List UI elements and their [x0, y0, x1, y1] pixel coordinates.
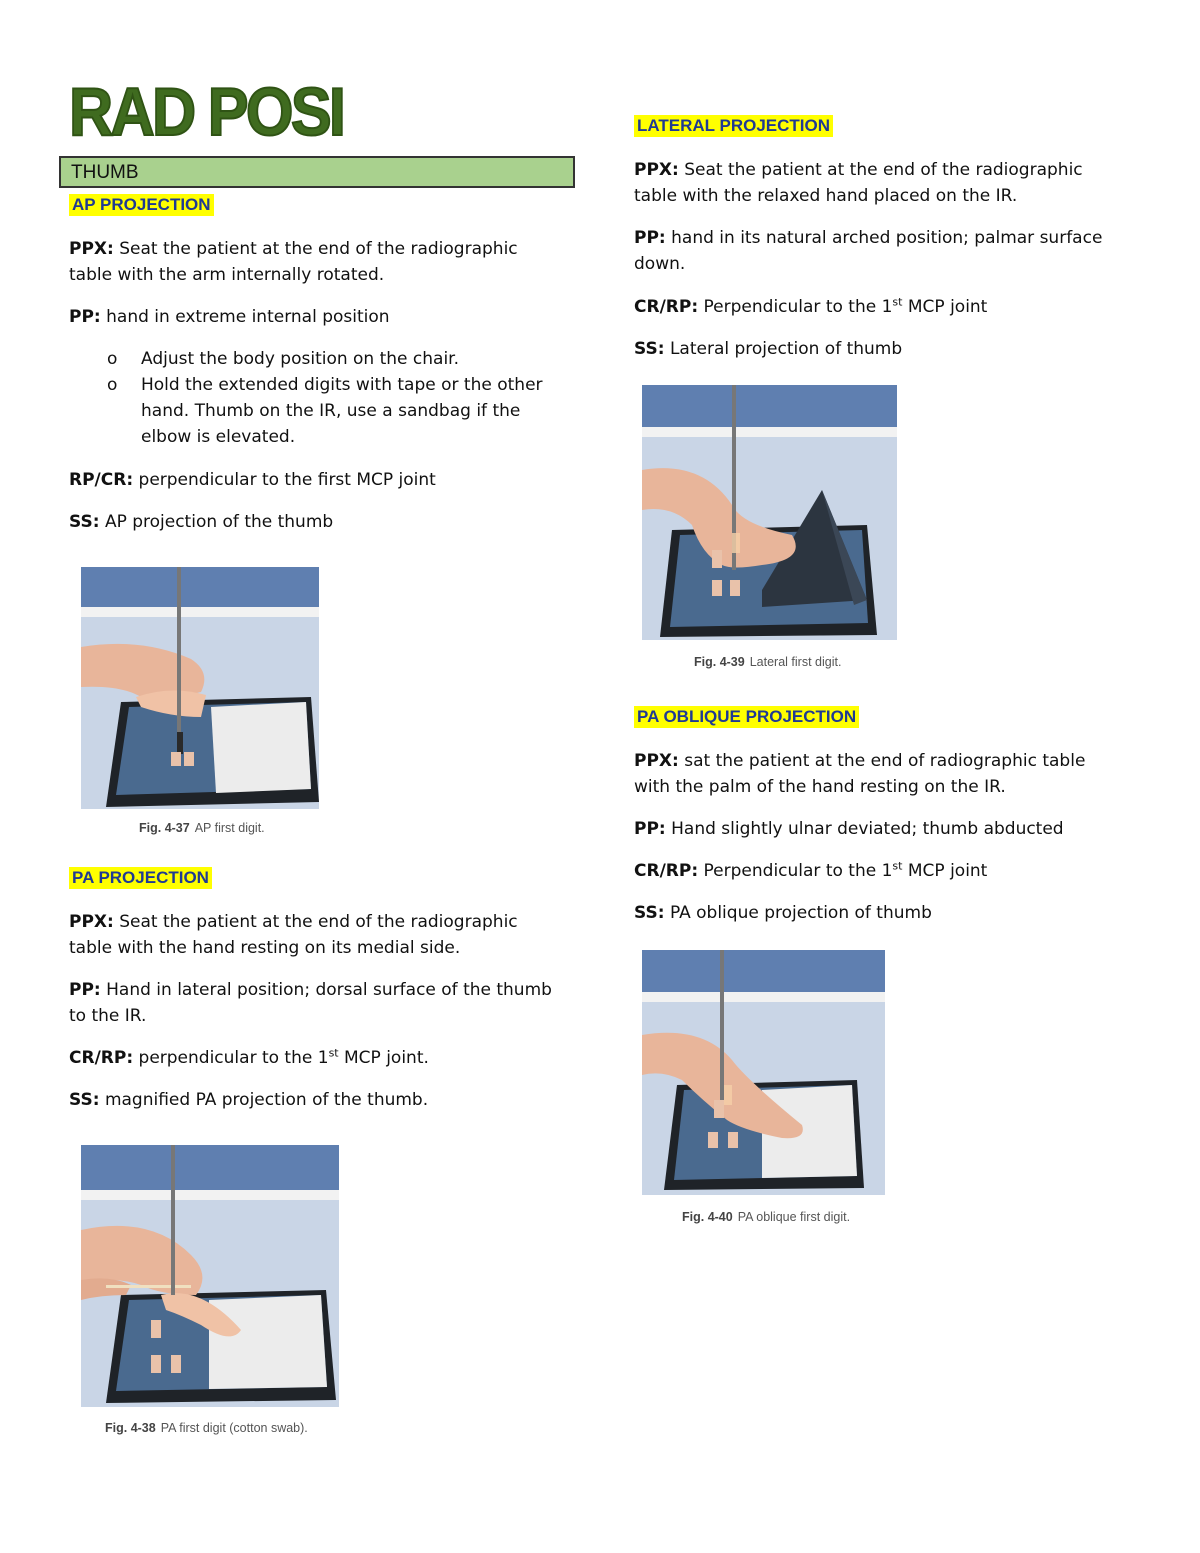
photo-lateral-thumb	[642, 385, 897, 640]
pa-ss: SS: magnified PA projection of the thumb.	[69, 1090, 429, 1110]
figure-caption: Fig. 4-38 PA first digit (cotton swab).	[105, 1421, 308, 1435]
ap-cr: RP/CR: perpendicular to the first MCP joint	[69, 470, 436, 490]
lateral-cr: CR/RP: Perpendicular to the 1st MCP joint	[634, 295, 988, 317]
ap-ppx: PPX: Seat the patient at the end of the radiographic table with the arm internally rotated.	[69, 239, 518, 285]
lateral-ss: SS: Lateral projection of thumb	[634, 339, 903, 359]
list-item: o Hold the extended digits with tape or the other hand. Thumb on the IR, use a sandbag if the elbow is elevated.	[107, 375, 543, 447]
lateral-ppx: PPX: Seat the patient at the end of the radiographic table with the relaxed hand placed on the IR.	[634, 160, 1083, 206]
figure-caption: Fig. 4-37 AP first digit.	[139, 821, 265, 835]
pa-pp: PP: Hand in lateral position; dorsal surface of the thumb to the IR.	[69, 980, 552, 1026]
ap-pp: PP: hand in extreme internal position	[69, 307, 390, 327]
oblique-cr: CR/RP: Perpendicular to the 1st MCP joint	[634, 859, 988, 881]
photo-ap-thumb	[81, 567, 319, 809]
photo-oblique-thumb	[642, 950, 885, 1195]
figure-caption: Fig. 4-40 PA oblique first digit.	[682, 1210, 851, 1224]
oblique-pp: PP: Hand slightly ulnar deviated; thumb abducted	[634, 819, 1064, 839]
heading-pa-oblique-projection: PA OBLIQUE PROJECTION	[634, 706, 859, 728]
figure-pa-oblique-first-digit	[634, 942, 899, 1242]
list-item: o Adjust the body position on the chair.	[107, 349, 460, 369]
figure-caption: Fig. 4-39 Lateral first digit.	[694, 655, 842, 669]
figure-lateral-first-digit	[634, 380, 909, 685]
figure-pa-first-digit	[69, 1135, 359, 1455]
page-title: RAD POSI	[69, 74, 344, 150]
oblique-ss: SS: PA oblique projection of thumb	[634, 903, 932, 923]
section-bar-thumb: THUMB	[59, 156, 575, 188]
pa-cr: CR/RP: perpendicular to the 1st MCP joint.	[69, 1046, 429, 1068]
ap-bullet-list	[69, 346, 569, 450]
photo-pa-thumb	[81, 1145, 339, 1407]
heading-pa-projection: PA PROJECTION	[69, 867, 212, 889]
pa-ppx: PPX: Seat the patient at the end of the radiographic table with the hand resting on its medial side.	[69, 912, 518, 958]
ap-ss: SS: AP projection of the thumb	[69, 512, 334, 532]
heading-ap-projection: AP PROJECTION	[69, 194, 214, 216]
lateral-pp: PP: hand in its natural arched position; palmar surface down.	[634, 228, 1103, 274]
figure-ap-first-digit	[69, 555, 334, 850]
heading-lateral-projection: LATERAL PROJECTION	[634, 115, 833, 137]
oblique-ppx: PPX: sat the patient at the end of radiographic table with the palm of the hand resting on the IR.	[634, 751, 1086, 797]
